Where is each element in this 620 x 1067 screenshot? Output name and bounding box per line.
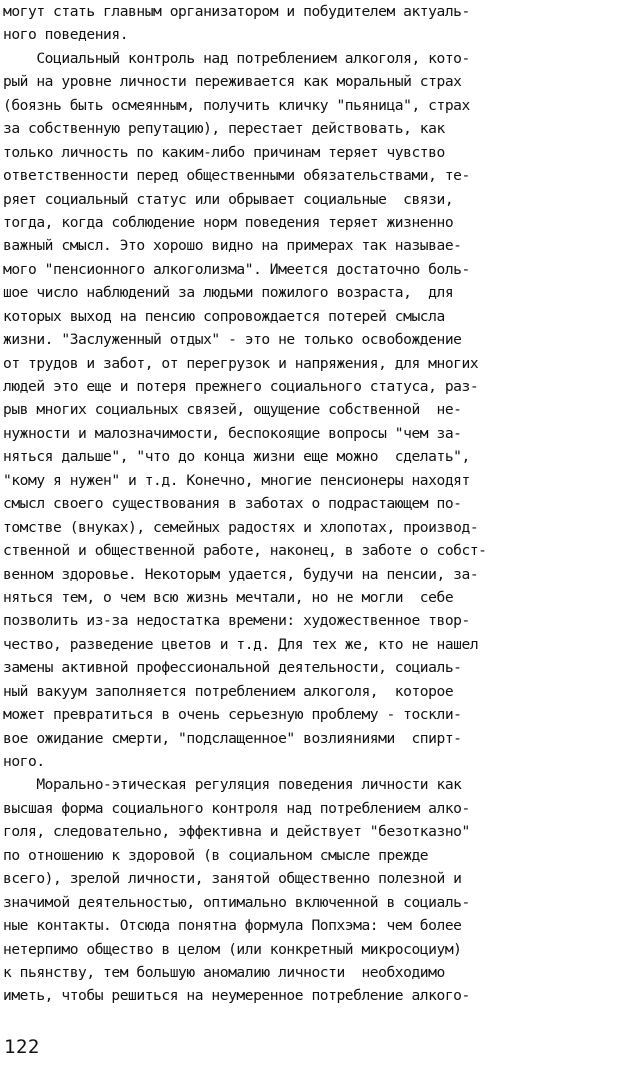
text-line: вое ожидание смерти, "подслащенное" возлияниями спирт-: [3, 729, 462, 747]
text-line: за собственную репутацию), перестает действовать, как: [3, 120, 445, 138]
text-line: могут стать главным организатором и побудителем актуаль-: [3, 3, 470, 20]
text-line: высшая форма социального контроля над потреблением алко-: [3, 799, 470, 817]
text-line: (боязнь быть осмеянным, получить кличку "пьяница", страх: [3, 96, 470, 114]
text-line: людей это еще и потеря прежнего социального статуса, раз-: [3, 378, 479, 395]
text-line: позволить из-за недостатка времени: художественное твор-: [3, 612, 470, 630]
text-line: чество, разведение цветов и т.д. Для тех же, кто не нашел: [3, 635, 479, 653]
text-line: рый на уровне личности переживается как моральный страх: [3, 73, 462, 91]
text-line: важный смысл. Это хорошо видно на примерах так называе-: [3, 237, 462, 255]
text-line: может превратиться в очень серьезную проблему - тоскли-: [3, 706, 462, 724]
text-line: нетерпимо общество в целом (или конкретный микросоциум): [3, 940, 462, 958]
page-number: 122: [4, 1036, 40, 1058]
text-line: рыв многих социальных связей, ощущение собственной не-: [3, 401, 462, 419]
text-line: которых выход на пенсию сопровождается потерей смысла: [3, 307, 445, 325]
text-line: голя, следовательно, эффективна и действует "безотказно": [3, 823, 470, 841]
text-line: няться тем, о чем всю жизнь мечтали, но не могли себе: [3, 588, 454, 606]
text-line: ные контакты. Отсюда понятна формула Попхэма: чем более: [3, 917, 462, 935]
text-line: ного.: [3, 753, 45, 770]
text-line: ный вакуум заполняется потреблением алкоголя, которое: [3, 682, 454, 700]
text-line: от трудов и забот, от перегрузок и напряжения, для многих: [3, 354, 479, 372]
text-line: ответственности перед общественными обязательствами, те-: [3, 167, 470, 185]
text-line: к пьянству, тем большую аномалию личности необходимо: [3, 963, 445, 981]
text-line: всего), зрелой личности, занятой общественно полезной и: [3, 870, 462, 888]
text-line: венном здоровье. Некоторым удается, будучи на пенсии, за-: [3, 565, 479, 583]
text-line: смысл своего существования в заботах о подрастающем по-: [3, 495, 462, 513]
text-line: тогда, когда соблюдение норм поведения теряет жизненно: [3, 213, 454, 231]
body-text: [3, 0, 615, 1008]
text-line: только личность по каким-либо причинам теряет чувство: [3, 143, 445, 161]
text-line: значимой деятельностью, оптимально включенной в социаль-: [3, 893, 470, 911]
text-line: Социальный контроль над потреблением алкоголя, кото-: [3, 49, 470, 67]
text-line: томстве (внуках), семейных радостях и хлопотах, производ-: [3, 518, 479, 536]
text-line: нужности и малозначимости, беспокоящие вопросы "чем за-: [3, 424, 462, 442]
text-line: Морально-этическая регуляция поведения личности как: [3, 776, 462, 794]
text-line: замены активной профессиональной деятельности, социаль-: [3, 659, 462, 677]
text-line: по отношению к здоровой (в социальном смысле прежде: [3, 846, 429, 864]
text-line: ного поведения.: [3, 26, 129, 44]
text-line: ряет социальный статус или обрывает социальные связи,: [3, 190, 454, 208]
text-line: мого "пенсионного алкоголизма". Имеется достаточно боль-: [3, 260, 470, 278]
text-line: иметь, чтобы решиться на неумеренное потребление алкого-: [3, 987, 470, 1005]
text-line: няться дальше", "что до конца жизни еще можно сделать",: [3, 448, 470, 466]
text-line: "кому я нужен" и т.д. Конечно, многие пенсионеры находят: [3, 471, 470, 489]
text-line: шое число наблюдений за людьми пожилого возраста, для: [3, 284, 454, 302]
text-line: ственной и общественной работе, наконец, в заботе о собст-: [3, 542, 487, 560]
text-line: жизни. "Заслуженный отдых" - это не только освобождение: [3, 331, 462, 349]
